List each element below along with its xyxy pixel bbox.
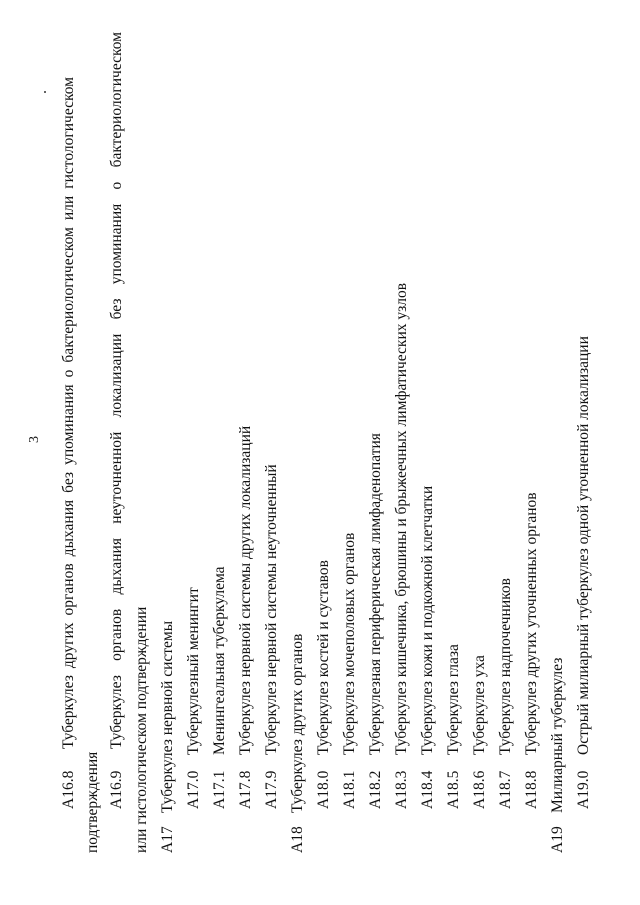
entry-a16-9-cont <box>133 607 151 853</box>
entry-text: Острый милиарный туберкулез одной уточненной локализации <box>575 336 592 755</box>
entry-code: A17.1 <box>211 770 228 809</box>
entry-code: A19 <box>549 826 566 853</box>
entry-text: Туберкулез нервной системы других локализаций <box>237 425 254 755</box>
entry-text: Туберкулез уха <box>471 655 488 755</box>
entry-text: Туберкулезная периферическая лимфаденопатия <box>367 433 384 755</box>
entry-code: A17 <box>159 826 176 853</box>
entry-code: A16.9 <box>108 770 125 809</box>
entry-code: A18.7 <box>497 770 514 809</box>
scan-speck <box>44 91 46 93</box>
entry-a17-0 <box>185 587 203 809</box>
entry-a18-7 <box>497 578 515 809</box>
entry-code: A18.0 <box>315 770 332 809</box>
entry-text: Туберкулезный менингит <box>185 587 202 755</box>
entry-code: A18.4 <box>419 770 436 809</box>
entry-a18-5 <box>445 644 463 809</box>
entry-a16-8-cont <box>84 752 102 853</box>
entry-text: или гистологическом подтверждении <box>133 606 150 853</box>
entry-text: Туберкулез кишечника, брюшины и брыжеечных лимфатических узлов <box>393 282 410 755</box>
entry-text: Туберкулез органов дыхания неуточненной локализации без упоминания о бактериологическом <box>108 32 125 749</box>
entry-code: A18 <box>289 826 306 853</box>
entry-a18 <box>289 634 307 853</box>
entry-text: Туберкулез надпочечников <box>497 578 514 755</box>
entry-a16-8 <box>60 77 78 809</box>
entry-a17 <box>159 621 177 853</box>
entry-text: Туберкулез кожи и подкожной клетчатки <box>419 485 436 755</box>
entry-code: A18.2 <box>367 770 384 809</box>
entry-text: подтверждения <box>84 751 101 853</box>
entry-code: A17.8 <box>237 770 254 809</box>
entry-a18-4 <box>419 486 437 809</box>
entry-a17-9 <box>263 464 281 809</box>
entry-text: Туберкулез костей и суставов <box>315 560 332 755</box>
entry-text: Туберкулез глаза <box>445 644 462 755</box>
entry-code: A18.3 <box>393 770 410 809</box>
entry-a17-1 <box>211 566 229 809</box>
entry-a19-0 <box>575 336 593 809</box>
entry-code: A17.9 <box>263 770 280 809</box>
entry-text: Туберкулез нервной системы <box>159 620 176 813</box>
entry-text: Туберкулез мочеполовых органов <box>341 532 358 755</box>
entry-text: Туберкулез нервной системы неуточненный <box>263 464 280 755</box>
page-number: 3 <box>27 436 42 443</box>
entry-text: Туберкулез других органов <box>289 633 306 813</box>
entry-code: A19.0 <box>575 770 592 809</box>
entry-code: A18.8 <box>523 770 540 809</box>
entry-text: Менингеальная туберкулема <box>211 566 228 755</box>
entry-text: Туберкулез других органов дыхания без упоминания о бактериологическом или гистологическом <box>60 77 77 749</box>
entry-text: Туберкулез других уточненных органов <box>523 492 540 755</box>
entry-code: A16.8 <box>60 770 77 809</box>
entry-a16-9 <box>108 32 126 809</box>
entry-code: A18.5 <box>445 770 462 809</box>
entry-code: A18.1 <box>341 770 358 809</box>
entry-a18-8 <box>523 492 541 809</box>
entry-a17-8 <box>237 426 255 809</box>
entry-a18-6 <box>471 655 489 809</box>
entry-code: A17.0 <box>185 770 202 809</box>
entry-a19 <box>549 658 567 853</box>
entry-a18-2 <box>367 433 385 809</box>
entry-a18-1 <box>341 533 359 809</box>
entry-code: A18.6 <box>471 770 488 809</box>
entry-a18-3 <box>393 283 411 809</box>
entry-a18-0 <box>315 560 333 809</box>
entry-text: Милиарный туберкулез <box>549 657 566 813</box>
